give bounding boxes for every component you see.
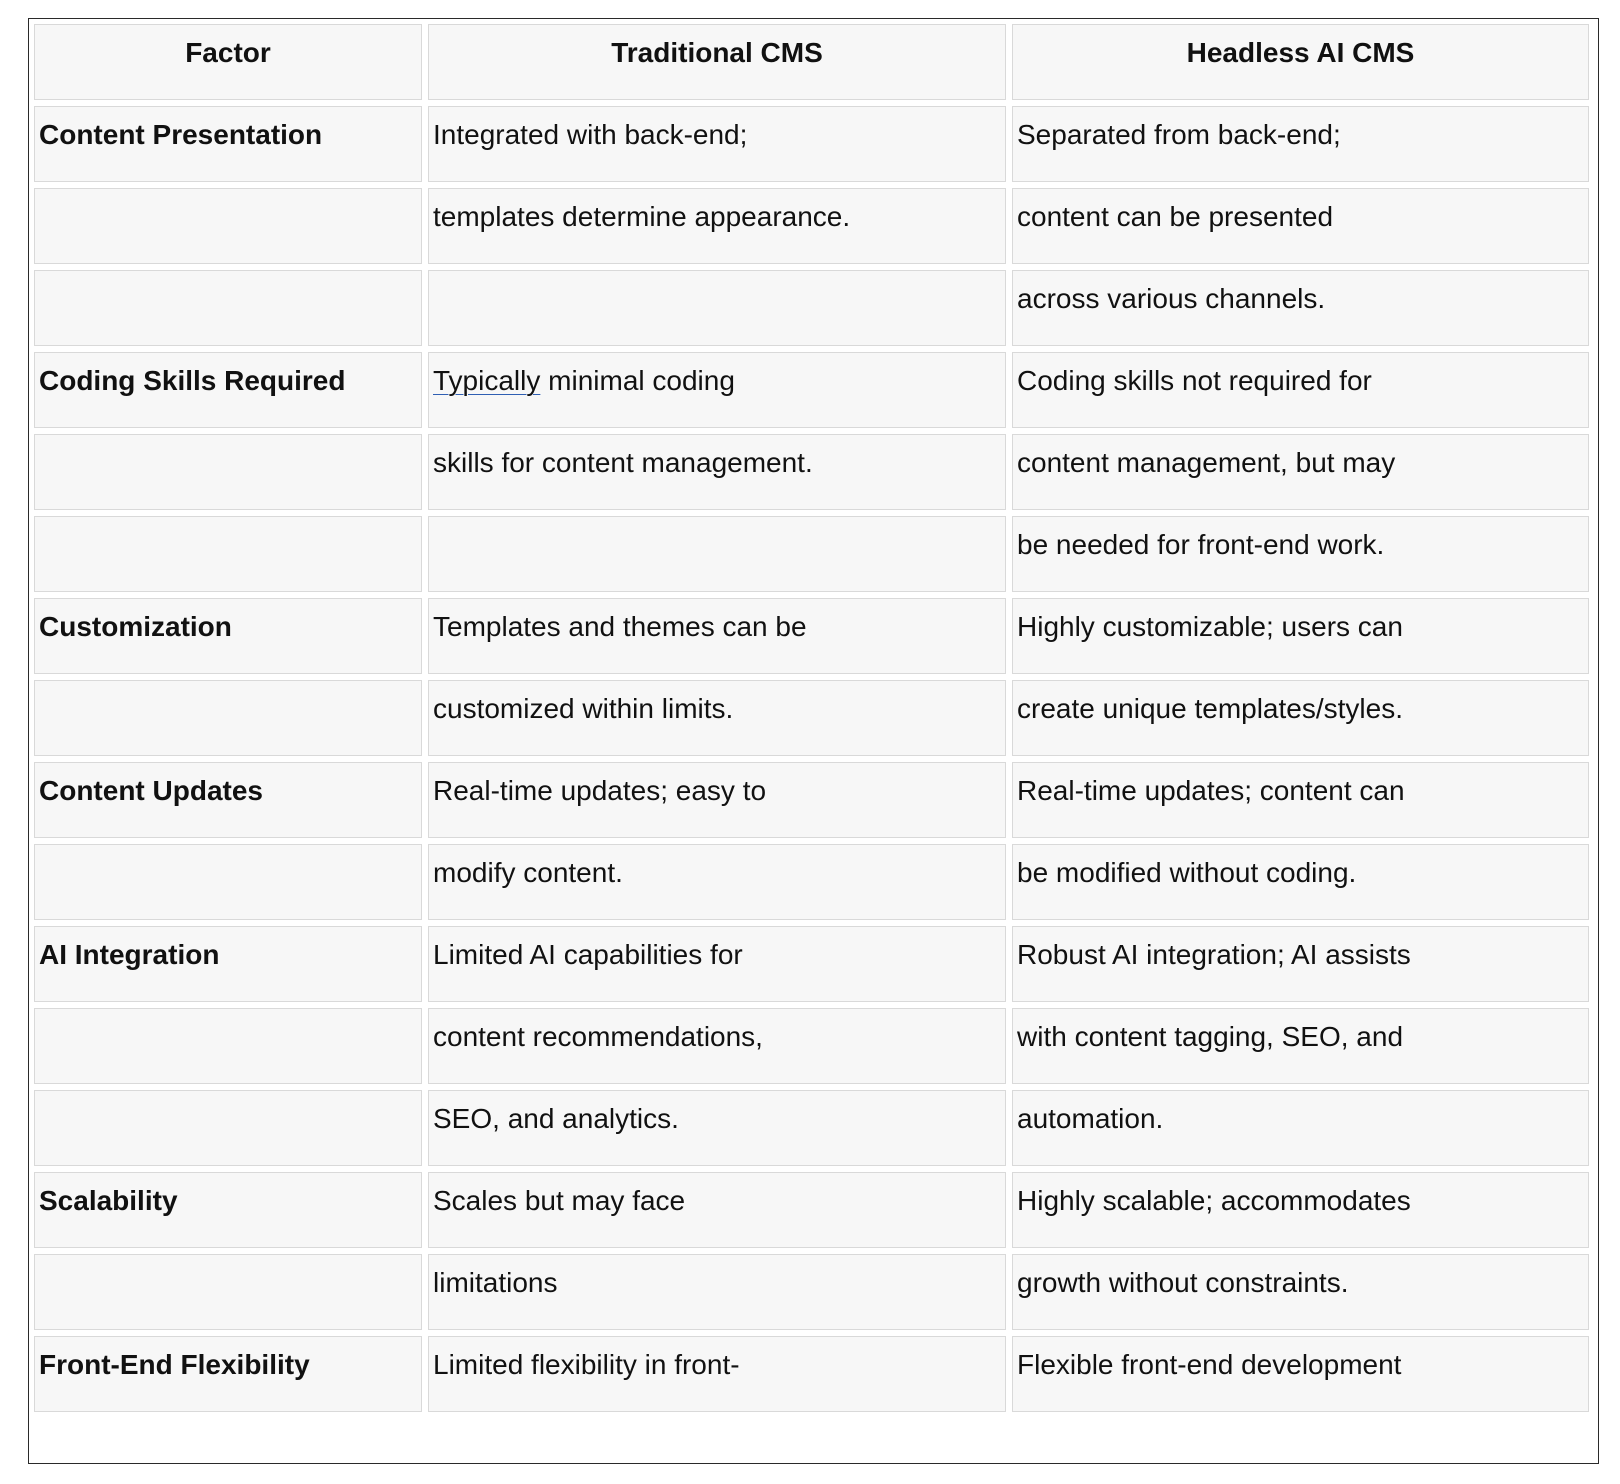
headless-cell: content management, but may bbox=[1012, 434, 1589, 510]
traditional-cell: Scales but may face bbox=[428, 1172, 1006, 1248]
table-row bbox=[34, 188, 1589, 264]
traditional-cell: modify content. bbox=[428, 844, 1006, 920]
factor-cell bbox=[34, 516, 422, 592]
table-row bbox=[34, 598, 1589, 674]
factor-cell: AI Integration bbox=[34, 926, 422, 1002]
factor-cell bbox=[34, 270, 422, 346]
traditional-cell: SEO, and analytics. bbox=[428, 1090, 1006, 1166]
headless-cell: content can be presented bbox=[1012, 188, 1589, 264]
spellcheck-underlined-word[interactable]: Typically bbox=[433, 365, 541, 396]
headless-cell: Highly scalable; accommodates bbox=[1012, 1172, 1589, 1248]
comparison-table bbox=[28, 18, 1595, 1418]
comparison-table-frame bbox=[28, 18, 1599, 1464]
table-row bbox=[34, 352, 1589, 428]
factor-cell bbox=[34, 1008, 422, 1084]
traditional-cell: Real-time updates; easy to bbox=[428, 762, 1006, 838]
traditional-cell bbox=[428, 352, 1006, 428]
headless-cell: create unique templates/styles. bbox=[1012, 680, 1589, 756]
traditional-cell: Limited flexibility in front- bbox=[428, 1336, 1006, 1412]
factor-cell: Content Updates bbox=[34, 762, 422, 838]
traditional-cell: limitations bbox=[428, 1254, 1006, 1330]
headless-cell: with content tagging, SEO, and bbox=[1012, 1008, 1589, 1084]
factor-cell bbox=[34, 844, 422, 920]
headless-cell: Coding skills not required for bbox=[1012, 352, 1589, 428]
headless-cell: Separated from back-end; bbox=[1012, 106, 1589, 182]
headless-cell: be needed for front-end work. bbox=[1012, 516, 1589, 592]
factor-cell: Customization bbox=[34, 598, 422, 674]
table-row bbox=[34, 434, 1589, 510]
traditional-cell-text: minimal coding bbox=[540, 365, 735, 396]
factor-cell: Front-End Flexibility bbox=[34, 1336, 422, 1412]
header-headless-ai-cms: Headless AI CMS bbox=[1012, 24, 1589, 100]
table-row bbox=[34, 680, 1589, 756]
header-traditional-cms: Traditional CMS bbox=[428, 24, 1006, 100]
traditional-cell: skills for content management. bbox=[428, 434, 1006, 510]
traditional-cell: Templates and themes can be bbox=[428, 598, 1006, 674]
table-row bbox=[34, 1008, 1589, 1084]
table-row bbox=[34, 1090, 1589, 1166]
table-row bbox=[34, 926, 1589, 1002]
table-row bbox=[34, 844, 1589, 920]
header-factor: Factor bbox=[34, 24, 422, 100]
factor-cell bbox=[34, 1090, 422, 1166]
headless-cell: be modified without coding. bbox=[1012, 844, 1589, 920]
traditional-cell: customized within limits. bbox=[428, 680, 1006, 756]
headless-cell: Real-time updates; content can bbox=[1012, 762, 1589, 838]
table-row bbox=[34, 1254, 1589, 1330]
table-row bbox=[34, 1172, 1589, 1248]
traditional-cell bbox=[428, 270, 1006, 346]
factor-cell: Content Presentation bbox=[34, 106, 422, 182]
headless-cell: automation. bbox=[1012, 1090, 1589, 1166]
traditional-cell: Integrated with back-end; bbox=[428, 106, 1006, 182]
factor-cell bbox=[34, 188, 422, 264]
factor-cell bbox=[34, 680, 422, 756]
header-row bbox=[34, 24, 1589, 100]
table-row bbox=[34, 1336, 1589, 1412]
headless-cell: Flexible front-end development bbox=[1012, 1336, 1589, 1412]
traditional-cell bbox=[428, 516, 1006, 592]
factor-cell bbox=[34, 1254, 422, 1330]
traditional-cell: content recommendations, bbox=[428, 1008, 1006, 1084]
factor-cell bbox=[34, 434, 422, 510]
traditional-cell: Limited AI capabilities for bbox=[428, 926, 1006, 1002]
table-row bbox=[34, 516, 1589, 592]
headless-cell: across various channels. bbox=[1012, 270, 1589, 346]
table-row bbox=[34, 270, 1589, 346]
headless-cell: Highly customizable; users can bbox=[1012, 598, 1589, 674]
headless-cell: growth without constraints. bbox=[1012, 1254, 1589, 1330]
headless-cell: Robust AI integration; AI assists bbox=[1012, 926, 1589, 1002]
factor-cell: Scalability bbox=[34, 1172, 422, 1248]
factor-cell: Coding Skills Required bbox=[34, 352, 422, 428]
traditional-cell: templates determine appearance. bbox=[428, 188, 1006, 264]
table-row bbox=[34, 762, 1589, 838]
table-row bbox=[34, 106, 1589, 182]
